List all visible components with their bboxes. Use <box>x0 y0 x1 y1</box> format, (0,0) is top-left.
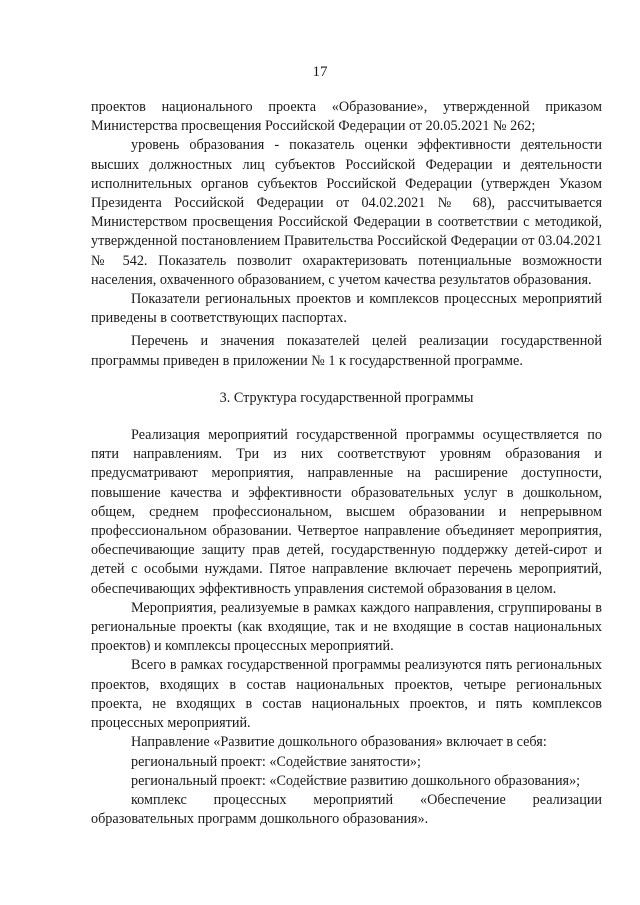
list-item: региональный проект: «Содействие занятости»; <box>131 753 421 770</box>
page-number: 17 <box>312 64 328 80</box>
paragraph: Мероприятия, реализуемые в рамках каждого направления, сгруппированы в региональные проекты (как входящие, так и не входящие в состав национальных проектов) и комплексы процессных мероприятий. <box>91 599 602 655</box>
list-item: комплекс процессных мероприятий «Обеспечение реализации образовательных программ дошкольного образования». <box>91 791 602 828</box>
list-item: региональный проект: «Содействие развитию дошкольного образования»; <box>131 772 581 789</box>
document-body <box>91 98 602 829</box>
paragraph: Показатели региональных проектов и комплексов процессных мероприятий приведены в соответствующих паспортах. <box>91 291 602 327</box>
paragraph: Перечень и значения показателей целей реализации государственной программы приведен в приложении № 1 к государственной программе. <box>91 333 602 369</box>
paragraph: уровень образования - показатель оценки эффективности деятельности высших должностных лиц субъектов Российской Федерации и деятельности исполнительных органов субъектов Российской Федерации (утвержден Указом Президента Российской Федерации от 04.02.2021 № 68), рассчитывается Министерством просвещения Российской Федерации в соответствии с методикой, утвержденной постановлением Правительства Российской Федерации от 03.04.2021 № 542. Показатель позволит охарактеризовать потенциальные возможности населения, охваченного образованием, с учетом качества результатов образования. <box>91 137 602 288</box>
paragraph: Всего в рамках государственной программы реализуются пять региональных проектов, входящих в состав национальных проектов, четыре региональных проекта, не входящих в состав национальных проектов, и пять комплексов процессных мероприятий. <box>91 657 602 732</box>
section-heading: 3. Структура государственной программы <box>219 389 474 406</box>
paragraph: Реализация мероприятий государственной программы осуществляется по пяти направлениям. Три из них соответствуют уровням образования и предусматривают мероприятия, направленные на расширение доступности, повышение качества и эффективности образовательных услуг в дошкольном, общем, среднем профессиональном, высшем образовании и непрерывном профессиональном образовании. Четвертое направление объединяет мероприятия, обеспечивающие защиту прав детей, государственную поддержку детей-сирот и детей с особыми нуждами. Пятое направление включает перечень мероприятий, обеспечивающих эффективность управления системой образования в целом. <box>91 427 602 597</box>
paragraph: проектов национального проекта «Образование», утвержденной приказом Министерства просвещения Российской Федерации от 20.05.2021 № 262; <box>91 99 602 135</box>
paragraph: Направление «Развитие дошкольного образования» включает в себя: <box>131 734 547 751</box>
